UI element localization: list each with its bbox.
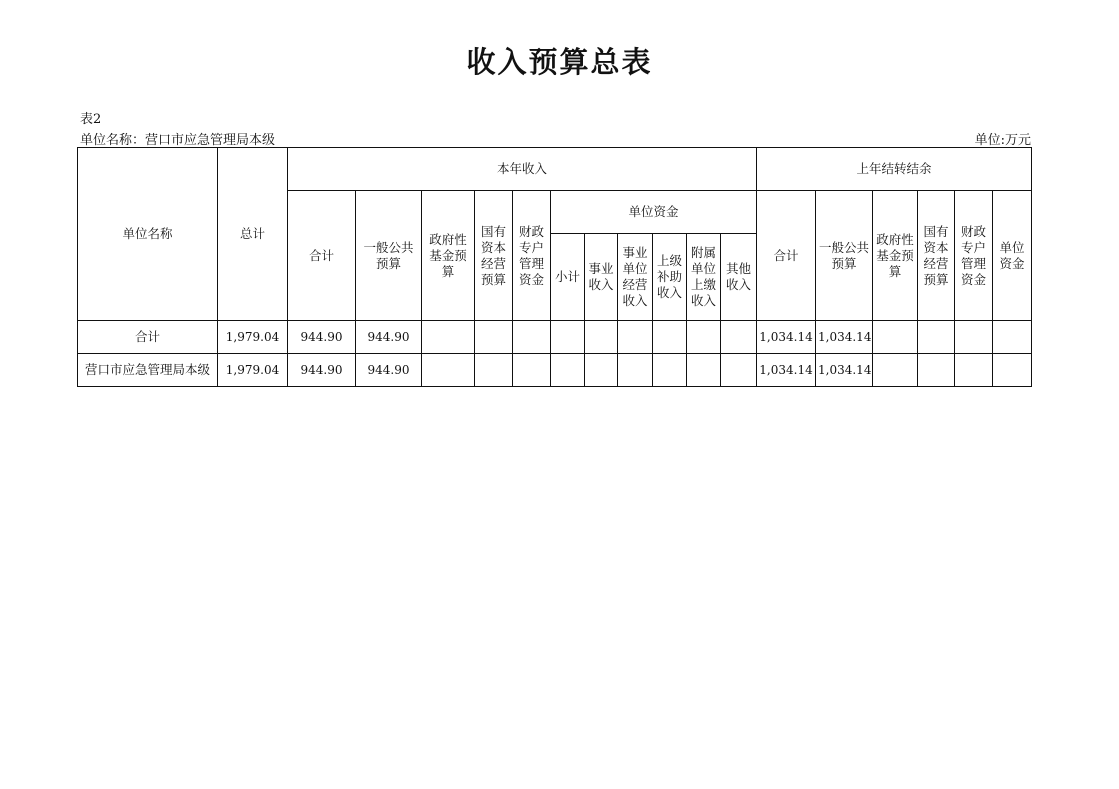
cell-uf-other [721,321,757,354]
cell-py-state-capital [918,321,955,354]
cell-cy-sum: 944.90 [288,354,356,387]
cell-total: 1,979.04 [218,354,288,387]
cell-uf-business [585,354,618,387]
header-cy-gov-fund-budget: 政府性基金预算 [422,191,475,321]
header-uf-operating-income: 事业单位经营收入 [618,234,653,321]
header-current-year-income: 本年收入 [288,148,757,191]
cell-cy-state-capital [475,354,513,387]
cell-cy-fiscal-special [513,354,551,387]
cell-uf-business [585,321,618,354]
cell-uf-subsidy [653,354,687,387]
row-name: 合计 [78,321,218,354]
header-row-1 [78,148,1032,191]
cell-py-state-capital [918,354,955,387]
cell-cy-general: 944.90 [356,354,422,387]
cell-cy-fiscal-special [513,321,551,354]
header-unit-funds: 单位资金 [551,191,757,234]
header-py-state-capital-budget: 国有资本经营预算 [918,191,955,321]
header-uf-other-income: 其他收入 [721,234,757,321]
cell-py-unit-funds [993,354,1032,387]
cell-total: 1,979.04 [218,321,288,354]
cell-cy-gov-fund [422,354,475,387]
cell-py-sum: 1,034.14 [757,321,816,354]
cell-py-gov-fund [873,354,918,387]
cell-cy-gov-fund [422,321,475,354]
table-row-unit [78,354,1032,387]
cell-py-fiscal-special [955,354,993,387]
header-uf-subsidy-income: 上级补助收入 [653,234,687,321]
header-py-fiscal-special-funds: 财政专户管理资金 [955,191,993,321]
header-py-sum: 合计 [757,191,816,321]
header-cy-general-budget: 一般公共预算 [356,191,422,321]
cell-uf-subtotal [551,321,585,354]
cell-py-sum: 1,034.14 [757,354,816,387]
income-budget-table [77,147,1032,387]
cell-cy-general: 944.90 [356,321,422,354]
header-uf-subtotal: 小计 [551,234,585,321]
cell-py-fiscal-special [955,321,993,354]
cell-py-general: 1,034.14 [816,354,873,387]
cell-uf-affiliated [687,321,721,354]
header-cy-fiscal-special-funds: 财政专户管理资金 [513,191,551,321]
header-uf-affiliated-income: 附属单位上缴收入 [687,234,721,321]
header-py-gov-fund-budget: 政府性基金预算 [873,191,918,321]
header-cy-sum: 合计 [288,191,356,321]
cell-py-gov-fund [873,321,918,354]
cell-uf-subsidy [653,321,687,354]
header-prev-year-carryover: 上年结转结余 [757,148,1032,191]
table-number: 表2 [80,112,102,127]
header-unit-name: 单位名称 [78,148,218,321]
row-name: 营口市应急管理局本级 [78,354,218,387]
header-cy-state-capital-budget: 国有资本经营预算 [475,191,513,321]
cell-py-unit-funds [993,321,1032,354]
cell-cy-state-capital [475,321,513,354]
header-total: 总计 [218,148,288,321]
header-py-unit-funds: 单位资金 [993,191,1032,321]
header-uf-business-income: 事业收入 [585,234,618,321]
table-row-total [78,321,1032,354]
cell-uf-operating [618,321,653,354]
cell-uf-affiliated [687,354,721,387]
header-py-general-budget: 一般公共预算 [816,191,873,321]
unit-name-label: 单位名称：营口市应急管理局本级 [80,133,276,148]
cell-uf-subtotal [551,354,585,387]
cell-uf-other [721,354,757,387]
currency-unit-label: 单位:万元 [974,133,1031,148]
cell-cy-sum: 944.90 [288,321,356,354]
cell-uf-operating [618,354,653,387]
page-title: 收入预算总表 [466,45,653,79]
cell-py-general: 1,034.14 [816,321,873,354]
